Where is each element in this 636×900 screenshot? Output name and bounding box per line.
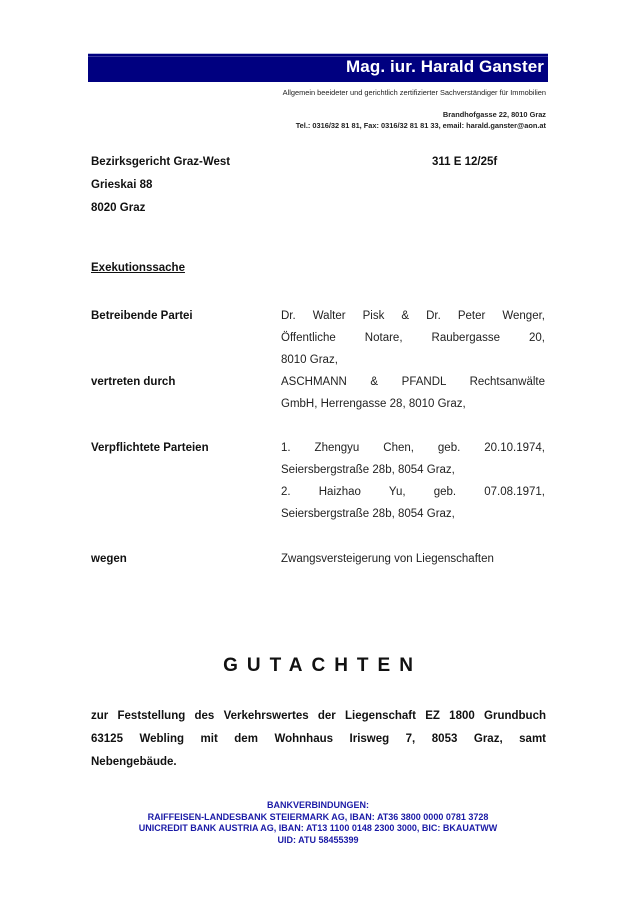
court-name: Bezirksgericht Graz-West [91,156,231,168]
party-line: ASCHMANN & PFANDL Rechtsanwälte [281,376,545,388]
letterhead-banner [88,53,548,82]
party-line: Zwangsversteigerung von Liegenschaften [281,553,494,565]
court-city: 8020 Graz [91,202,146,214]
bank-heading: BANKVERBINDUNGEN: [266,800,369,810]
purpose-line: zur Feststellung des Verkehrswertes der Liegenschaft EZ 1800 Grundbuch [91,710,546,722]
party-line: 2. Haizhao Yu, geb. 07.08.1971, [281,486,545,498]
party-label: Verpflichtete Parteien [91,442,209,454]
party-line: GmbH, Herrengasse 28, 8010 Graz, [281,398,466,410]
party-label: Betreibende Partei [91,310,193,322]
party-line: Seiersbergstraße 28b, 8054 Graz, [281,508,455,520]
party-line: Öffentliche Notare, Raubergasse 20, [281,332,545,344]
party-line: 8010 Graz, [281,354,338,366]
purpose-statement [91,705,546,774]
expert-name: Mag. iur. Harald Ganster [346,57,544,76]
contact-line: Tel.: 0316/32 81 81, Fax: 0316/32 81 81 33, email: harald.ganster@aon.at [295,121,546,130]
bank-line: UNICREDIT BANK AUSTRIA AG, IBAN: AT13 1100 0148 2300 3000, BIC: BKAUATWW [138,823,498,833]
party-value [281,371,545,415]
party-label: vertreten durch [91,376,176,388]
recipient-address [91,151,230,220]
purpose-line: Nebengebäude. [91,756,177,768]
party-value [281,437,545,525]
party-line: 1. Zhengyu Chen, geb. 20.10.1974, [281,442,545,454]
office-address: Brandhofgasse 22, 8010 Graz [442,110,546,119]
bank-line: RAIFFEISEN-LANDESBANK STEIERMARK AG, IBAN: AT36 3800 0000 0781 3728 [147,811,489,822]
section-heading: Exekutionssache [91,262,185,274]
party-value [281,305,545,371]
court-street: Grieskai 88 [91,179,153,191]
party-value [281,548,545,570]
party-line: Seiersbergstraße 28b, 8054 Graz, [281,464,455,476]
case-number: 311 E 12/25f [432,156,498,168]
contact-block [296,109,546,131]
expert-subtitle: Allgemein beeideter und gerichtlich zertifizierter Sachverständiger für Immobilien [282,88,546,97]
document-title: GUTACHTEN [223,655,422,676]
bank-details [0,800,636,846]
purpose-line: 63125 Webling mit dem Wohnhaus Irisweg 7, 8053 Graz, samt [91,733,546,745]
uid-line: UID: ATU 58455399 [277,834,359,845]
party-line: Dr. Walter Pisk & Dr. Peter Wenger, [281,310,545,322]
party-label: wegen [91,553,127,565]
